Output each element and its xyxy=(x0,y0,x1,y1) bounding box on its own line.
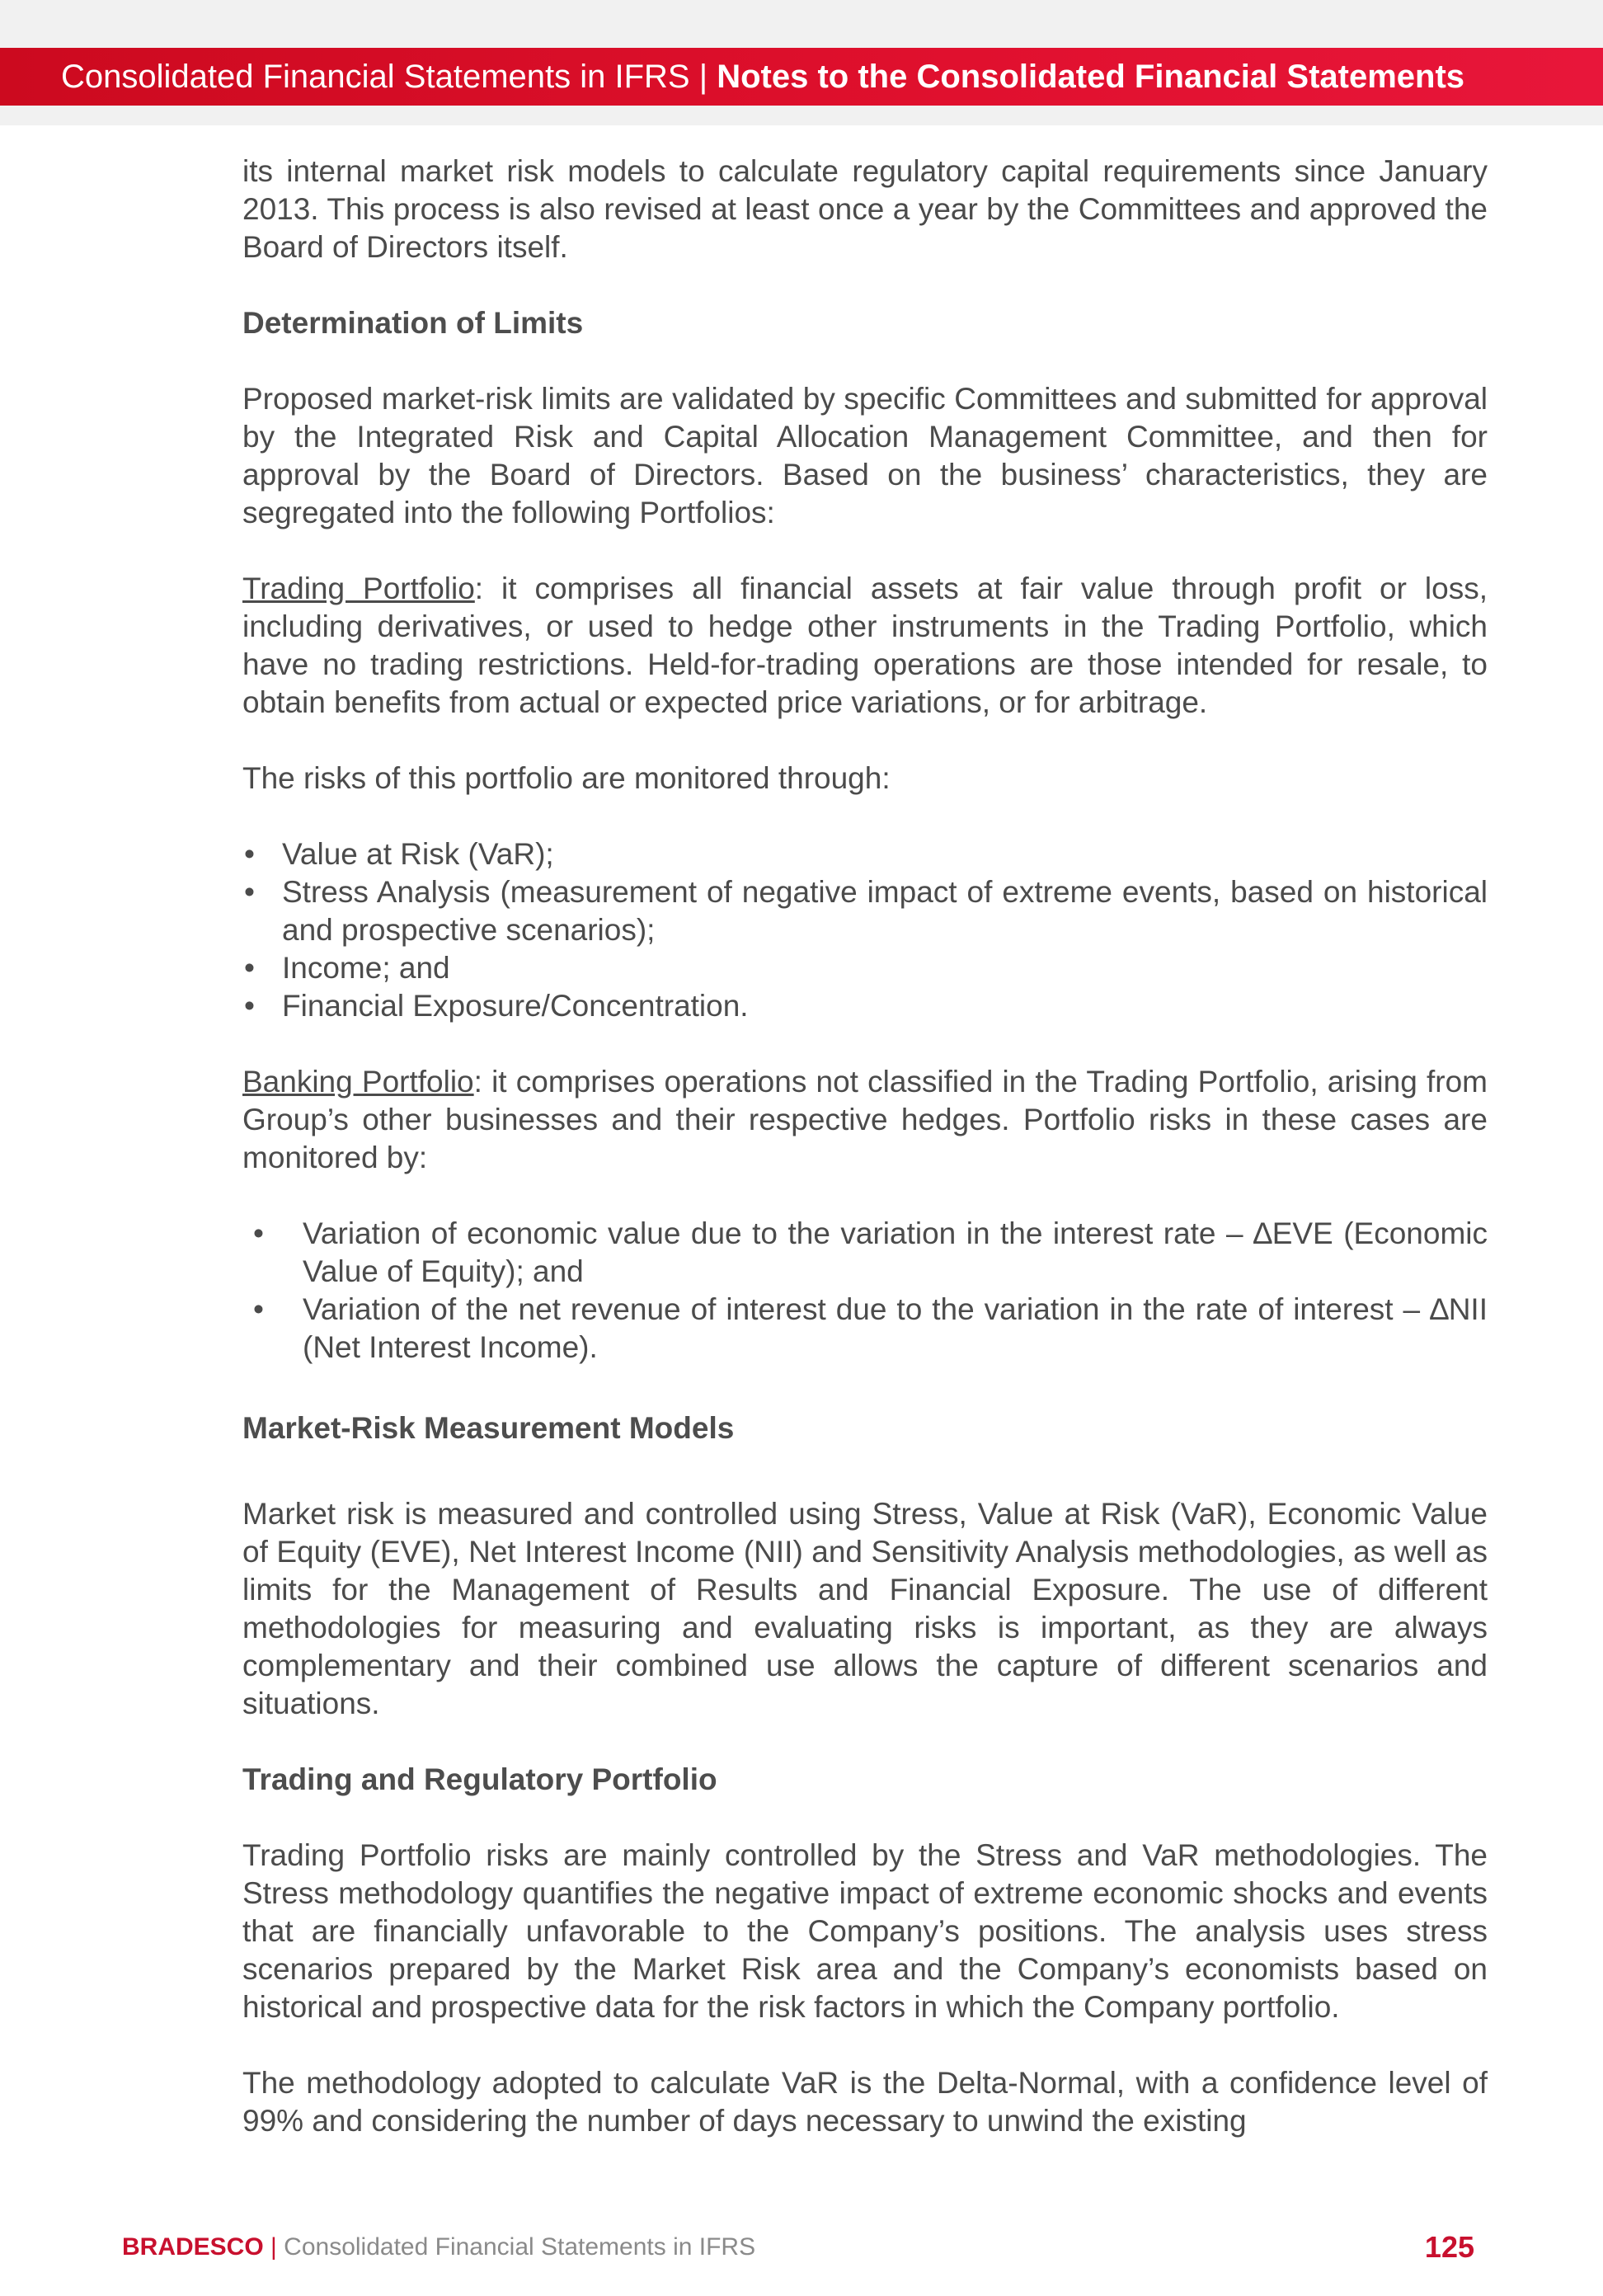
list-item: • Value at Risk (VaR); xyxy=(282,835,1488,873)
trading-portfolio-definition: : it comprises all financial assets at fair value through profit or loss, including derivatives, or used to hedge other instruments in the Trading Portfolio, which have no trading restrictions. Held-for-trading operations are those intended for resale, to obtain benefits from actual or expected price variations, or for arbitrage. xyxy=(242,572,1488,719)
list-item: • Income; and xyxy=(282,949,1488,987)
page-body xyxy=(242,153,1488,2140)
banking-portfolio-term: Banking Portfolio xyxy=(242,1065,474,1099)
footer-separator: | xyxy=(263,2233,284,2261)
heading-determination-of-limits: Determination of Limits xyxy=(242,306,584,340)
var-paragraph: The methodology adopted to calculate VaR is the Delta-Normal, with a confidence level of 99% and considering the number of days necessary to unwind the existing xyxy=(242,2066,1488,2138)
list-item: • Variation of the net revenue of interest due to the variation in the rate of interest – ∆NII (Net Interest Income). xyxy=(303,1291,1488,1367)
trading-portfolio-term: Trading Portfolio xyxy=(242,572,475,605)
banking-risk-list xyxy=(242,1215,1488,1367)
limits-paragraph: Proposed market-risk limits are validated by specific Committees and submitted for approval by the Integrated Risk and Capital Allocation Management Committee, and then for approval by the Board of Directors. Based on the business’ characteristics, they are segregated into the following Portfolios: xyxy=(242,382,1488,529)
banking-portfolio-paragraph xyxy=(242,1063,1488,1177)
list-item: • Stress Analysis (measurement of negative impact of extreme events, based on historical and prospective scenarios); xyxy=(282,873,1488,949)
models-paragraph: Market risk is measured and controlled using Stress, Value at Risk (VaR), Economic Value of Equity (EVE), Net Interest Income (NII) and Sensitivity Analysis methodologies, as well as limits for the Management of Results and Financial Exposure. The use of different methodologies for measuring and evaluating risks is important, as they are always complementary and their combined use allows the capture of different scenarios and situations. xyxy=(242,1497,1488,1720)
header-under-strip xyxy=(0,106,1603,125)
page-footer xyxy=(122,2227,1474,2268)
list-item: • Financial Exposure/Concentration. xyxy=(282,987,1488,1025)
monitored-intro: The risks of this portfolio are monitored through: xyxy=(242,761,891,795)
heading-trading-regulatory: Trading and Regulatory Portfolio xyxy=(242,1762,717,1796)
trading-risk-list xyxy=(242,835,1488,1025)
trading-portfolio-paragraph xyxy=(242,570,1488,722)
intro-paragraph: its internal market risk models to calculate regulatory capital requirements since January 2013. This process is also revised at least once a year by the Committees and approved the Board of Directors itself. xyxy=(242,154,1488,264)
header-bar xyxy=(0,48,1603,106)
heading-market-risk-models: Market-Risk Measurement Models xyxy=(242,1411,735,1445)
trading-regulatory-paragraph: Trading Portfolio risks are mainly controlled by the Stress and VaR methodologies. The Stress methodology quantifies the negative impact of extreme economic shocks and events that are financially unfavorable to the Company’s positions. The analysis uses stress scenarios prepared by the Market Risk area and the Company’s economists based on historical and prospective data for the risk factors in which the Company portfolio. xyxy=(242,1838,1488,2024)
footer-document-title: Consolidated Financial Statements in IFRS xyxy=(284,2233,756,2261)
list-item: • Variation of economic value due to the variation in the interest rate – ∆EVE (Economic Value of Equity); and xyxy=(303,1215,1488,1291)
top-margin-strip xyxy=(0,0,1603,48)
brand-name: BRADESCO xyxy=(122,2233,264,2261)
banking-portfolio-definition: : it comprises operations not classified in the Trading Portfolio, arising from Group’s other businesses and their respective hedges. Portfolio risks in these cases are monitored by: xyxy=(242,1065,1488,1174)
header-section-title: Consolidated Financial Statements in IFRS | xyxy=(61,59,717,95)
page-number: 125 xyxy=(1424,2230,1474,2264)
header-chapter-title: Notes to the Consolidated Financial Statements xyxy=(717,59,1465,95)
